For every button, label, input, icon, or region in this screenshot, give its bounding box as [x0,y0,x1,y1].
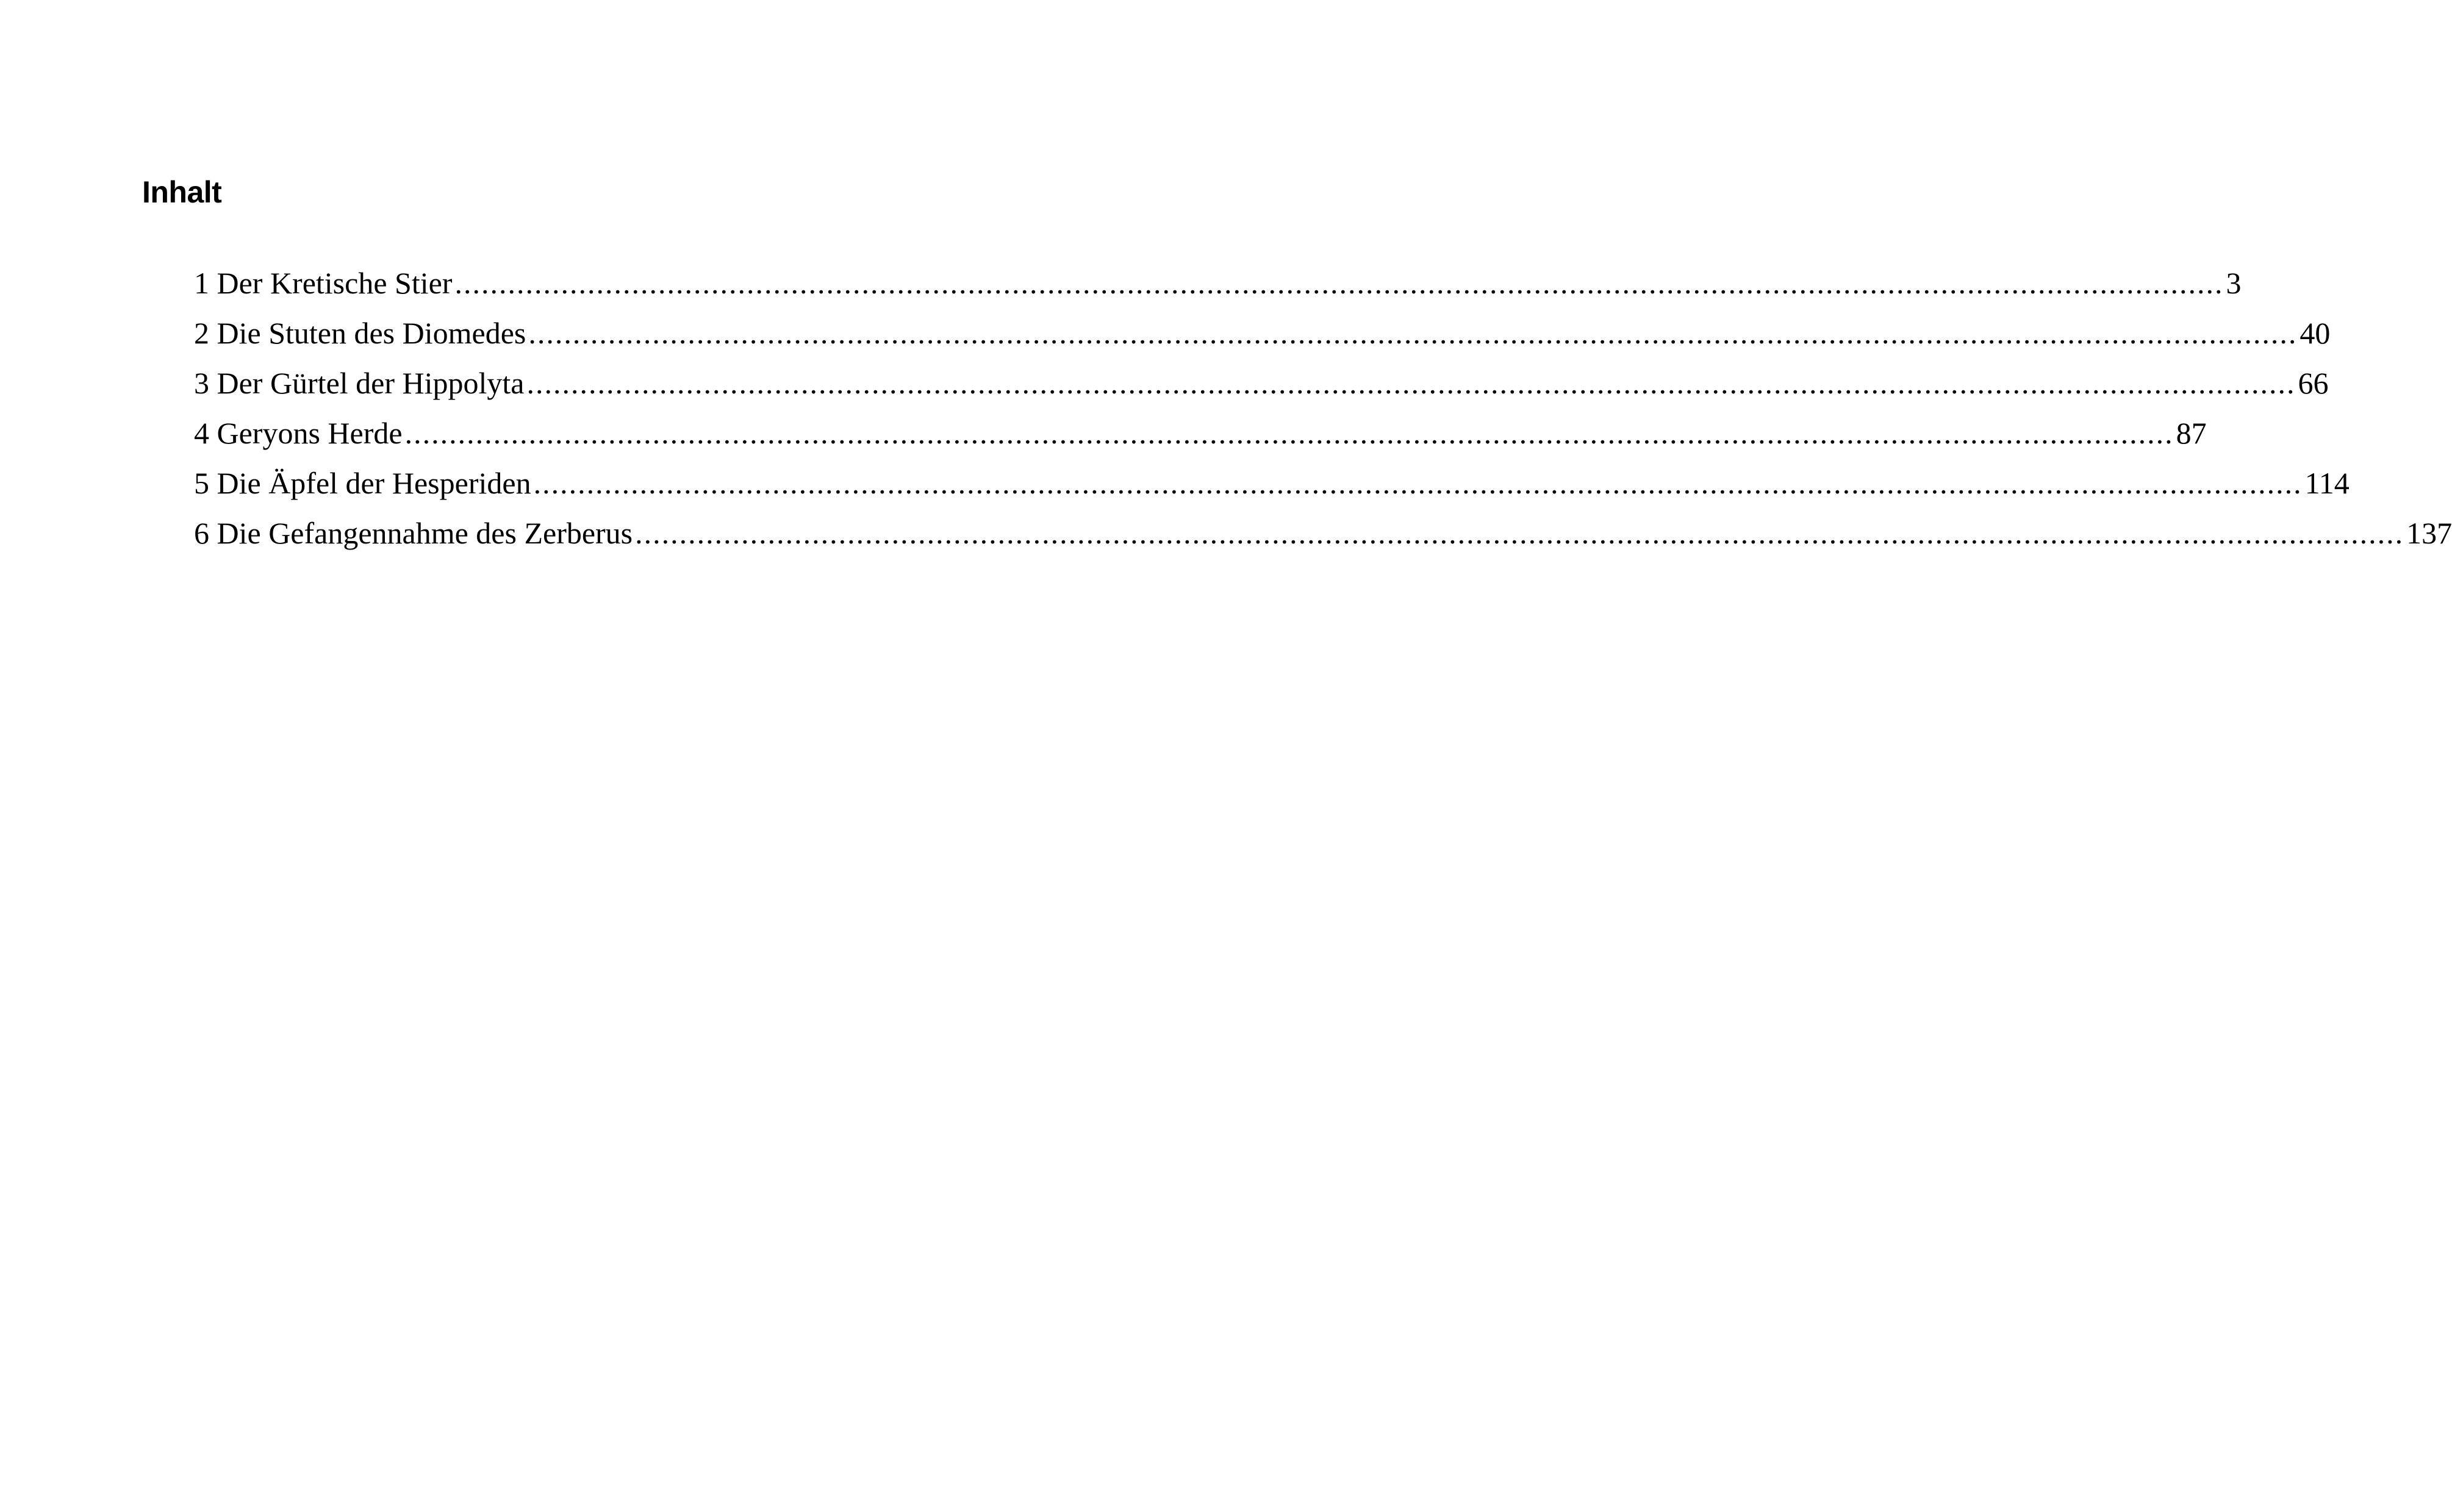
toc-entry-6[interactable] [194,508,2452,558]
toc-entry-title: 6 Die Gefangennahme des Zerberus [194,516,633,550]
toc-entry-page: 3 [2226,266,2242,300]
toc-entry-title: 4 Geryons Herde [194,416,403,450]
toc-dot-leader: ........................................................................................................................................................................................................ [454,266,2224,300]
toc-dot-leader: ........................................................................................................................................................................................................ [635,516,2404,550]
toc-entry-page: 87 [2176,416,2207,450]
toc-dot-leader: ........................................................................................................................................................................................................ [404,416,2174,450]
toc-entry-page: 114 [2304,466,2350,500]
toc-dot-leader: ........................................................................................................................................................................................................ [533,466,2303,500]
toc-entry-title: 1 Der Kretische Stier [194,266,453,300]
toc-dot-leader: ........................................................................................................................................................................................................ [526,366,2296,400]
toc-dot-leader: ........................................................................................................................................................................................................ [528,316,2298,350]
toc-entry-5[interactable] [194,458,2350,508]
toc-list [194,258,2452,558]
toc-entry-2[interactable] [194,308,2331,358]
toc-entry-page: 40 [2300,316,2331,350]
toc-entry-3[interactable] [194,358,2329,408]
toc-heading: Inhalt [142,175,222,209]
toc-entry-1[interactable] [194,258,2242,308]
toc-entry-4[interactable] [194,408,2207,458]
toc-entry-title: 5 Die Äpfel der Hesperiden [194,466,531,500]
toc-entry-title: 2 Die Stuten des Diomedes [194,316,526,350]
toc-entry-page: 66 [2298,366,2329,400]
toc-entry-title: 3 Der Gürtel der Hippolyta [194,366,525,400]
toc-entry-page: 137 [2406,516,2452,550]
